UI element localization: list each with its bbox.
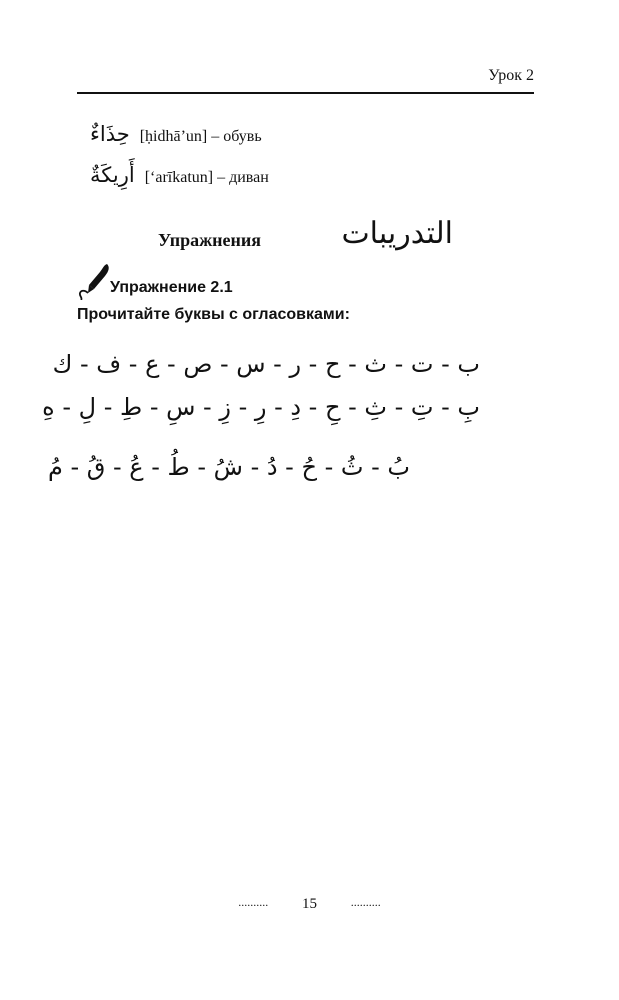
page-number: 15: [302, 896, 317, 912]
page-header: [77, 64, 534, 94]
arabic-letters-row: ب - ت - ث - ح - ر - س - ص - ع - ف - ك: [52, 350, 480, 378]
lesson-label: Урок 2: [488, 67, 534, 84]
vocab-arabic: حِذَاءٌ: [90, 122, 130, 146]
arabic-letters-row: بِ - تِ - ثِ - حِ - دِ - رِ - زِ - سِ - طِ - لِ - هِ: [42, 393, 480, 421]
vocab-item: [90, 163, 269, 187]
footer-dots-right: ..........: [350, 895, 381, 909]
exercise-instruction: Прочитайте буквы с огласовками:: [77, 306, 350, 323]
pen-icon: [77, 262, 111, 300]
footer-dots-left: ..........: [238, 895, 269, 909]
section-heading: [158, 218, 458, 258]
vocab-arabic: أَرِيكَةٌ: [90, 163, 135, 187]
exercise-title: Упражнение 2.1: [110, 279, 233, 296]
vocab-translation: [‘arīkatun] – диван: [144, 169, 269, 186]
section-title-arabic: التدريبات: [341, 216, 453, 251]
vocab-item: [90, 122, 262, 146]
section-title: Упражнения: [158, 230, 262, 250]
arabic-letters-row: بُ - ثُ - حُ - دُ - شُ - طُ - عُ - قُ - مُ: [47, 453, 410, 481]
page-footer: [0, 896, 619, 913]
vocab-translation: [ḥidhā’un] – обувь: [139, 128, 262, 145]
exercise-heading: [77, 262, 377, 302]
